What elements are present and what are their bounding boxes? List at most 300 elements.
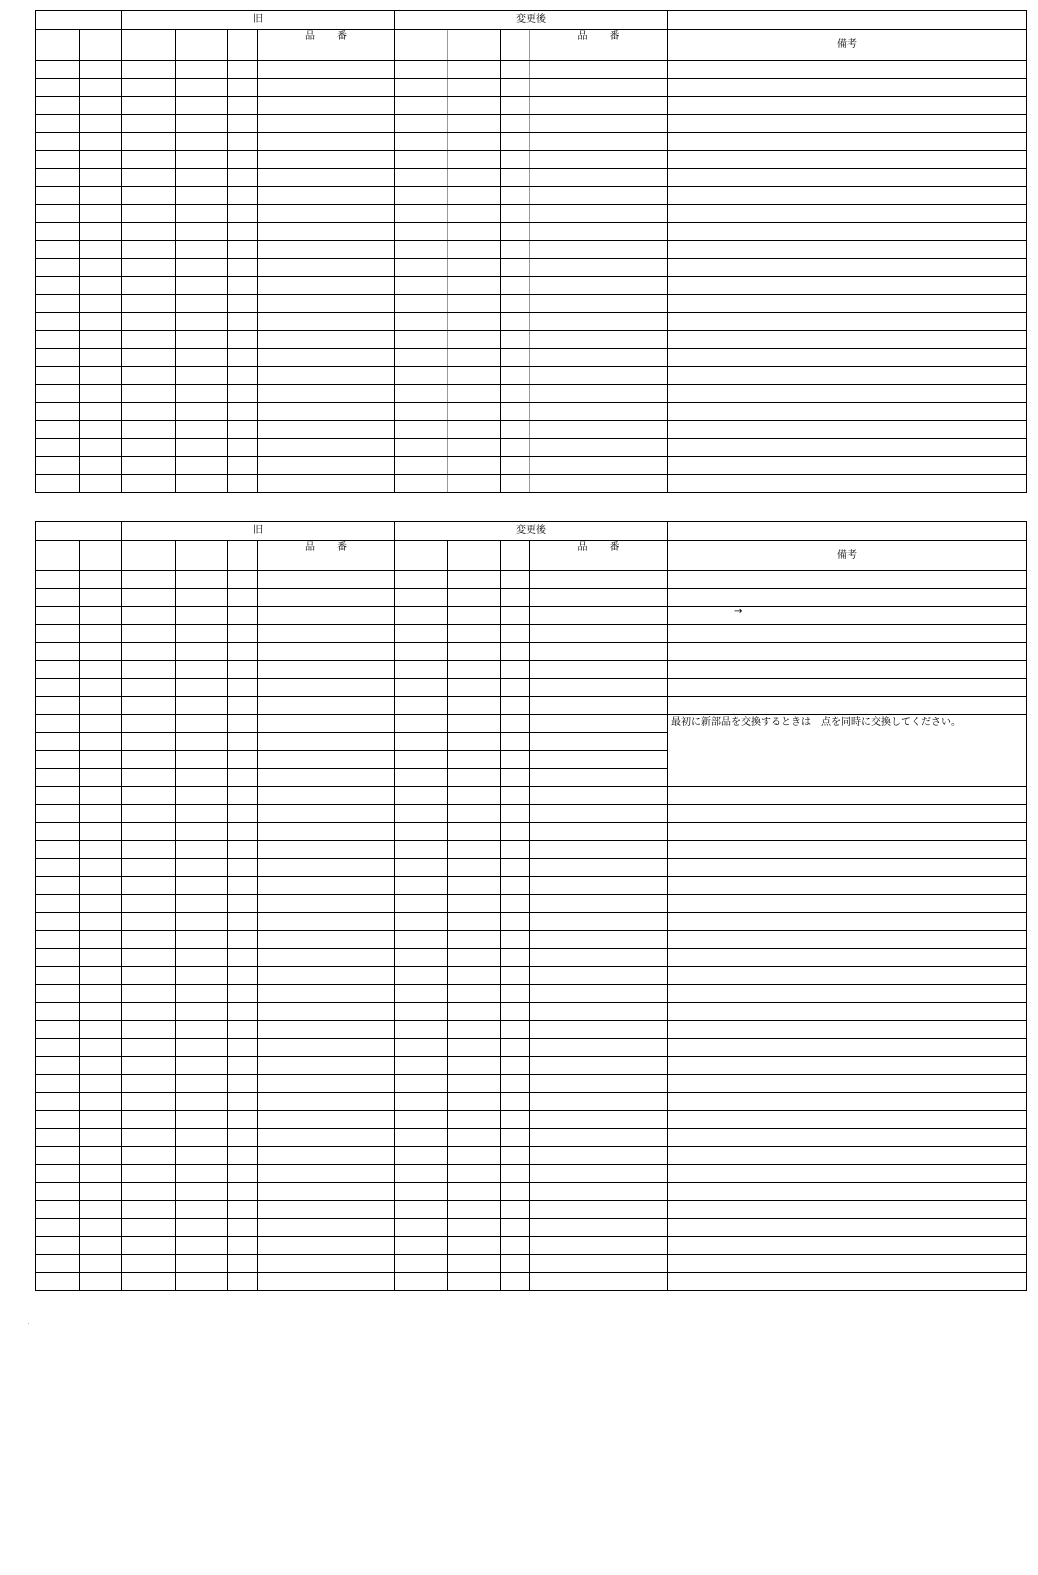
table-cell (501, 877, 530, 895)
table-cell (228, 151, 258, 169)
table-cell (258, 1003, 395, 1021)
table-cell (176, 715, 228, 733)
table-cell (228, 787, 258, 805)
table-cell (395, 1183, 448, 1201)
table-cell (258, 931, 395, 949)
table-cell (501, 205, 530, 223)
table-cell (448, 661, 501, 679)
table-cell (448, 313, 501, 331)
table-cell (530, 1255, 668, 1273)
table-cell (80, 841, 122, 859)
table-cell (395, 931, 448, 949)
table-cell (36, 823, 80, 841)
table-cell (258, 769, 395, 787)
table-cell (501, 367, 530, 385)
table-cell (395, 949, 448, 967)
table-cell (36, 805, 80, 823)
table-cell (501, 751, 530, 769)
table-row (36, 1219, 1027, 1237)
table-cell (80, 97, 122, 115)
table-cell (122, 403, 176, 421)
table-cell (122, 1255, 176, 1273)
table-row (36, 313, 1027, 331)
table-cell (258, 115, 395, 133)
table-cell (448, 205, 501, 223)
table-cell (36, 1039, 80, 1057)
table-cell (501, 1219, 530, 1237)
table-cell (448, 643, 501, 661)
table-cell (228, 1147, 258, 1165)
table-cell (448, 295, 501, 313)
table-cell (228, 1039, 258, 1057)
table-cell (530, 1093, 668, 1111)
table-row (36, 1075, 1027, 1093)
table-cell (530, 223, 668, 241)
table-cell (36, 607, 80, 625)
table-cell (395, 751, 448, 769)
table-cell (530, 277, 668, 295)
table-cell (122, 913, 176, 931)
table-cell (176, 949, 228, 967)
table-cell (448, 259, 501, 277)
table-cell (36, 97, 80, 115)
table-cell (448, 715, 501, 733)
table-cell (448, 841, 501, 859)
table-cell (176, 439, 228, 457)
table-cell (122, 1057, 176, 1075)
table-cell (122, 733, 176, 751)
table-row (36, 1111, 1027, 1129)
remarks-cell (668, 1183, 1027, 1201)
table-cell (258, 367, 395, 385)
table-cell (258, 715, 395, 733)
table-cell (530, 151, 668, 169)
table-cell (530, 859, 668, 877)
table-cell (36, 1075, 80, 1093)
table-cell (122, 277, 176, 295)
table-cell (228, 1057, 258, 1075)
table-cell (36, 115, 80, 133)
table-cell (395, 1129, 448, 1147)
table-cell (395, 1057, 448, 1075)
table-row (36, 1273, 1027, 1291)
table-cell (501, 697, 530, 715)
table-cell (501, 823, 530, 841)
table-cell (80, 967, 122, 985)
table-cell (448, 949, 501, 967)
table-cell (80, 643, 122, 661)
table-row (36, 385, 1027, 403)
table-cell (530, 589, 668, 607)
table-cell (258, 223, 395, 241)
table-cell (80, 295, 122, 313)
table-cell (36, 769, 80, 787)
table-cell (122, 985, 176, 1003)
table-cell (501, 841, 530, 859)
table-cell (122, 349, 176, 367)
table-cell (228, 1021, 258, 1039)
table-cell (228, 97, 258, 115)
table-cell (36, 331, 80, 349)
table-row (36, 1057, 1027, 1075)
table-cell (395, 349, 448, 367)
table-cell (501, 733, 530, 751)
table-row (36, 205, 1027, 223)
table-cell (395, 115, 448, 133)
table-cell (228, 607, 258, 625)
table-cell (501, 895, 530, 913)
table-cell (258, 895, 395, 913)
table-cell (501, 607, 530, 625)
table-cell (36, 643, 80, 661)
table-cell (530, 1201, 668, 1219)
table-cell (395, 1201, 448, 1219)
table-cell (176, 787, 228, 805)
table-cell (448, 151, 501, 169)
table-cell (530, 205, 668, 223)
table-cell (448, 1093, 501, 1111)
table-cell (228, 1255, 258, 1273)
table-cell (228, 625, 258, 643)
table-cell (176, 571, 228, 589)
table-cell (176, 367, 228, 385)
table-cell (501, 151, 530, 169)
table-cell (122, 787, 176, 805)
table-cell (448, 1219, 501, 1237)
table-cell (395, 1021, 448, 1039)
table-cell (122, 697, 176, 715)
table-cell (176, 1183, 228, 1201)
remarks-cell (668, 1129, 1027, 1147)
remarks-cell (668, 61, 1027, 79)
table-cell (228, 823, 258, 841)
table-cell (176, 1039, 228, 1057)
table-cell (448, 985, 501, 1003)
table-cell (395, 625, 448, 643)
remarks-cell (668, 349, 1027, 367)
table-cell (228, 589, 258, 607)
table-cell (395, 1255, 448, 1273)
table-cell (228, 205, 258, 223)
table-cell (80, 823, 122, 841)
table-cell (448, 97, 501, 115)
table-cell (501, 769, 530, 787)
table-cell (530, 625, 668, 643)
table-cell (36, 313, 80, 331)
table-cell (258, 439, 395, 457)
table-cell (395, 331, 448, 349)
table-cell (80, 913, 122, 931)
table-cell (80, 1237, 122, 1255)
table-cell (258, 1039, 395, 1057)
table-cell (258, 313, 395, 331)
remarks-cell (668, 1255, 1027, 1273)
table-cell (228, 79, 258, 97)
table-cell (258, 985, 395, 1003)
table-cell (228, 1273, 258, 1291)
table-cell (395, 385, 448, 403)
remarks-cell (668, 679, 1027, 697)
table-cell (122, 151, 176, 169)
table-cell (448, 571, 501, 589)
remarks-cell (668, 475, 1027, 493)
table-cell (501, 385, 530, 403)
table-row (36, 295, 1027, 313)
table-cell (530, 643, 668, 661)
table-cell (228, 349, 258, 367)
table-row (36, 787, 1027, 805)
table-cell (530, 1021, 668, 1039)
table-cell (176, 61, 228, 79)
table-cell (122, 1237, 176, 1255)
table-row (36, 367, 1027, 385)
remarks-cell (668, 895, 1027, 913)
table-cell (176, 1093, 228, 1111)
table-cell (258, 97, 395, 115)
table-row (36, 805, 1027, 823)
table-cell (176, 349, 228, 367)
table-cell (228, 223, 258, 241)
table-cell (228, 913, 258, 931)
table-cell (395, 421, 448, 439)
table-cell (395, 967, 448, 985)
col-head (228, 541, 258, 571)
table-cell (36, 151, 80, 169)
table-cell (122, 385, 176, 403)
col-head (501, 30, 530, 61)
table-cell (176, 1147, 228, 1165)
table-cell (258, 643, 395, 661)
table-cell (395, 1075, 448, 1093)
table-cell (80, 571, 122, 589)
remarks-cell (668, 115, 1027, 133)
table-cell (80, 679, 122, 697)
table-cell (258, 1021, 395, 1039)
table-cell (176, 859, 228, 877)
table-cell (530, 169, 668, 187)
table-cell (395, 439, 448, 457)
table-row (36, 277, 1027, 295)
table-cell (176, 931, 228, 949)
remarks-header: 備考 (668, 30, 1027, 61)
table-cell (228, 313, 258, 331)
table-cell (228, 643, 258, 661)
table-cell (80, 403, 122, 421)
remarks-cell (668, 79, 1027, 97)
table-cell (36, 61, 80, 79)
table-cell (176, 895, 228, 913)
table-cell (176, 205, 228, 223)
remarks-cell (668, 931, 1027, 949)
table-cell (80, 205, 122, 223)
table-cell (80, 169, 122, 187)
table-cell (501, 625, 530, 643)
table-row (36, 1003, 1027, 1021)
table-cell (448, 805, 501, 823)
table-cell (530, 1237, 668, 1255)
table-cell (501, 115, 530, 133)
table-cell (228, 421, 258, 439)
table-cell (228, 715, 258, 733)
remarks-cell (668, 169, 1027, 187)
table-cell (36, 1093, 80, 1111)
table-cell (395, 607, 448, 625)
table-cell (122, 187, 176, 205)
remarks-cell (668, 643, 1027, 661)
table-cell (80, 457, 122, 475)
remarks-group-header (668, 11, 1027, 30)
table-cell (530, 457, 668, 475)
table-cell (501, 259, 530, 277)
table-cell (176, 733, 228, 751)
table-cell (501, 1201, 530, 1219)
table-cell (258, 475, 395, 493)
remarks-cell (668, 949, 1027, 967)
table-cell (395, 841, 448, 859)
table-cell (258, 1147, 395, 1165)
table-row (36, 133, 1027, 151)
table-row (36, 589, 1027, 607)
table-cell (80, 313, 122, 331)
remarks-cell (668, 403, 1027, 421)
table-cell (501, 1093, 530, 1111)
table-cell (228, 1237, 258, 1255)
remarks-cell (668, 277, 1027, 295)
remarks-cell (668, 223, 1027, 241)
table-cell (258, 1093, 395, 1111)
table-cell (258, 1219, 395, 1237)
remarks-cell (668, 589, 1027, 607)
table-cell (530, 949, 668, 967)
remarks-cell (668, 1165, 1027, 1183)
table-cell (501, 439, 530, 457)
table-cell (530, 1111, 668, 1129)
table-cell (36, 1183, 80, 1201)
table-cell (258, 787, 395, 805)
table-cell (448, 787, 501, 805)
table-row (36, 949, 1027, 967)
table-cell (80, 805, 122, 823)
table-cell (36, 1057, 80, 1075)
table-cell (258, 385, 395, 403)
table-cell (122, 61, 176, 79)
col-head (395, 30, 448, 61)
table-cell (448, 733, 501, 751)
table-cell (228, 751, 258, 769)
table-cell (36, 1273, 80, 1291)
table-cell (448, 457, 501, 475)
table-cell (395, 787, 448, 805)
table-row (36, 1021, 1027, 1039)
table-cell (228, 679, 258, 697)
table-cell (258, 61, 395, 79)
table-cell (176, 475, 228, 493)
old-part-number-header: 品番 (258, 541, 395, 571)
table-cell (80, 79, 122, 97)
table-cell (448, 421, 501, 439)
table-cell (395, 859, 448, 877)
table-cell (176, 841, 228, 859)
remarks-cell (668, 1039, 1027, 1057)
table-cell (395, 277, 448, 295)
table-cell (448, 1075, 501, 1093)
remarks-cell (668, 205, 1027, 223)
remarks-cell (668, 1219, 1027, 1237)
table-cell (530, 403, 668, 421)
table-cell (258, 949, 395, 967)
table-cell (36, 589, 80, 607)
table-cell (36, 1165, 80, 1183)
table-cell (258, 967, 395, 985)
remarks-cell (668, 1237, 1027, 1255)
col-head (448, 541, 501, 571)
table-cell (80, 151, 122, 169)
table-cell (448, 823, 501, 841)
table-cell (395, 1093, 448, 1111)
table-cell (530, 331, 668, 349)
table-cell (176, 403, 228, 421)
table-cell (228, 457, 258, 475)
table-cell (530, 133, 668, 151)
table-cell (80, 1075, 122, 1093)
table-row (36, 643, 1027, 661)
table-cell (228, 1219, 258, 1237)
remarks-header: 備考 (668, 541, 1027, 571)
remarks-cell (668, 331, 1027, 349)
table-cell (80, 1183, 122, 1201)
col-head (176, 30, 228, 61)
table-row (36, 457, 1027, 475)
table-cell (122, 1111, 176, 1129)
parts-change-table-1 (35, 10, 1027, 493)
table-row (36, 1165, 1027, 1183)
table-cell (80, 607, 122, 625)
table-cell (395, 475, 448, 493)
table-row (36, 169, 1027, 187)
new-part-number-header: 品番 (530, 541, 668, 571)
table-cell (80, 859, 122, 877)
table-cell (228, 571, 258, 589)
table-cell (395, 295, 448, 313)
table-cell (122, 169, 176, 187)
table-cell (395, 1219, 448, 1237)
table-row (36, 967, 1027, 985)
remarks-cell (668, 457, 1027, 475)
table-cell (530, 697, 668, 715)
table-cell (176, 1273, 228, 1291)
col-head (176, 541, 228, 571)
table-cell (36, 1129, 80, 1147)
table-cell (258, 79, 395, 97)
table-cell (448, 931, 501, 949)
table-cell (122, 1039, 176, 1057)
table-cell (228, 115, 258, 133)
table-cell (501, 589, 530, 607)
table-cell (122, 931, 176, 949)
table-cell (395, 97, 448, 115)
table-cell (448, 61, 501, 79)
table-cell (448, 769, 501, 787)
table-cell (176, 985, 228, 1003)
old-group-header: 旧 (122, 522, 395, 541)
table-cell (448, 877, 501, 895)
table-cell (176, 151, 228, 169)
table-cell (228, 241, 258, 259)
table-cell (228, 1075, 258, 1093)
table-cell (228, 697, 258, 715)
table-cell (122, 1219, 176, 1237)
remarks-cell (668, 841, 1027, 859)
